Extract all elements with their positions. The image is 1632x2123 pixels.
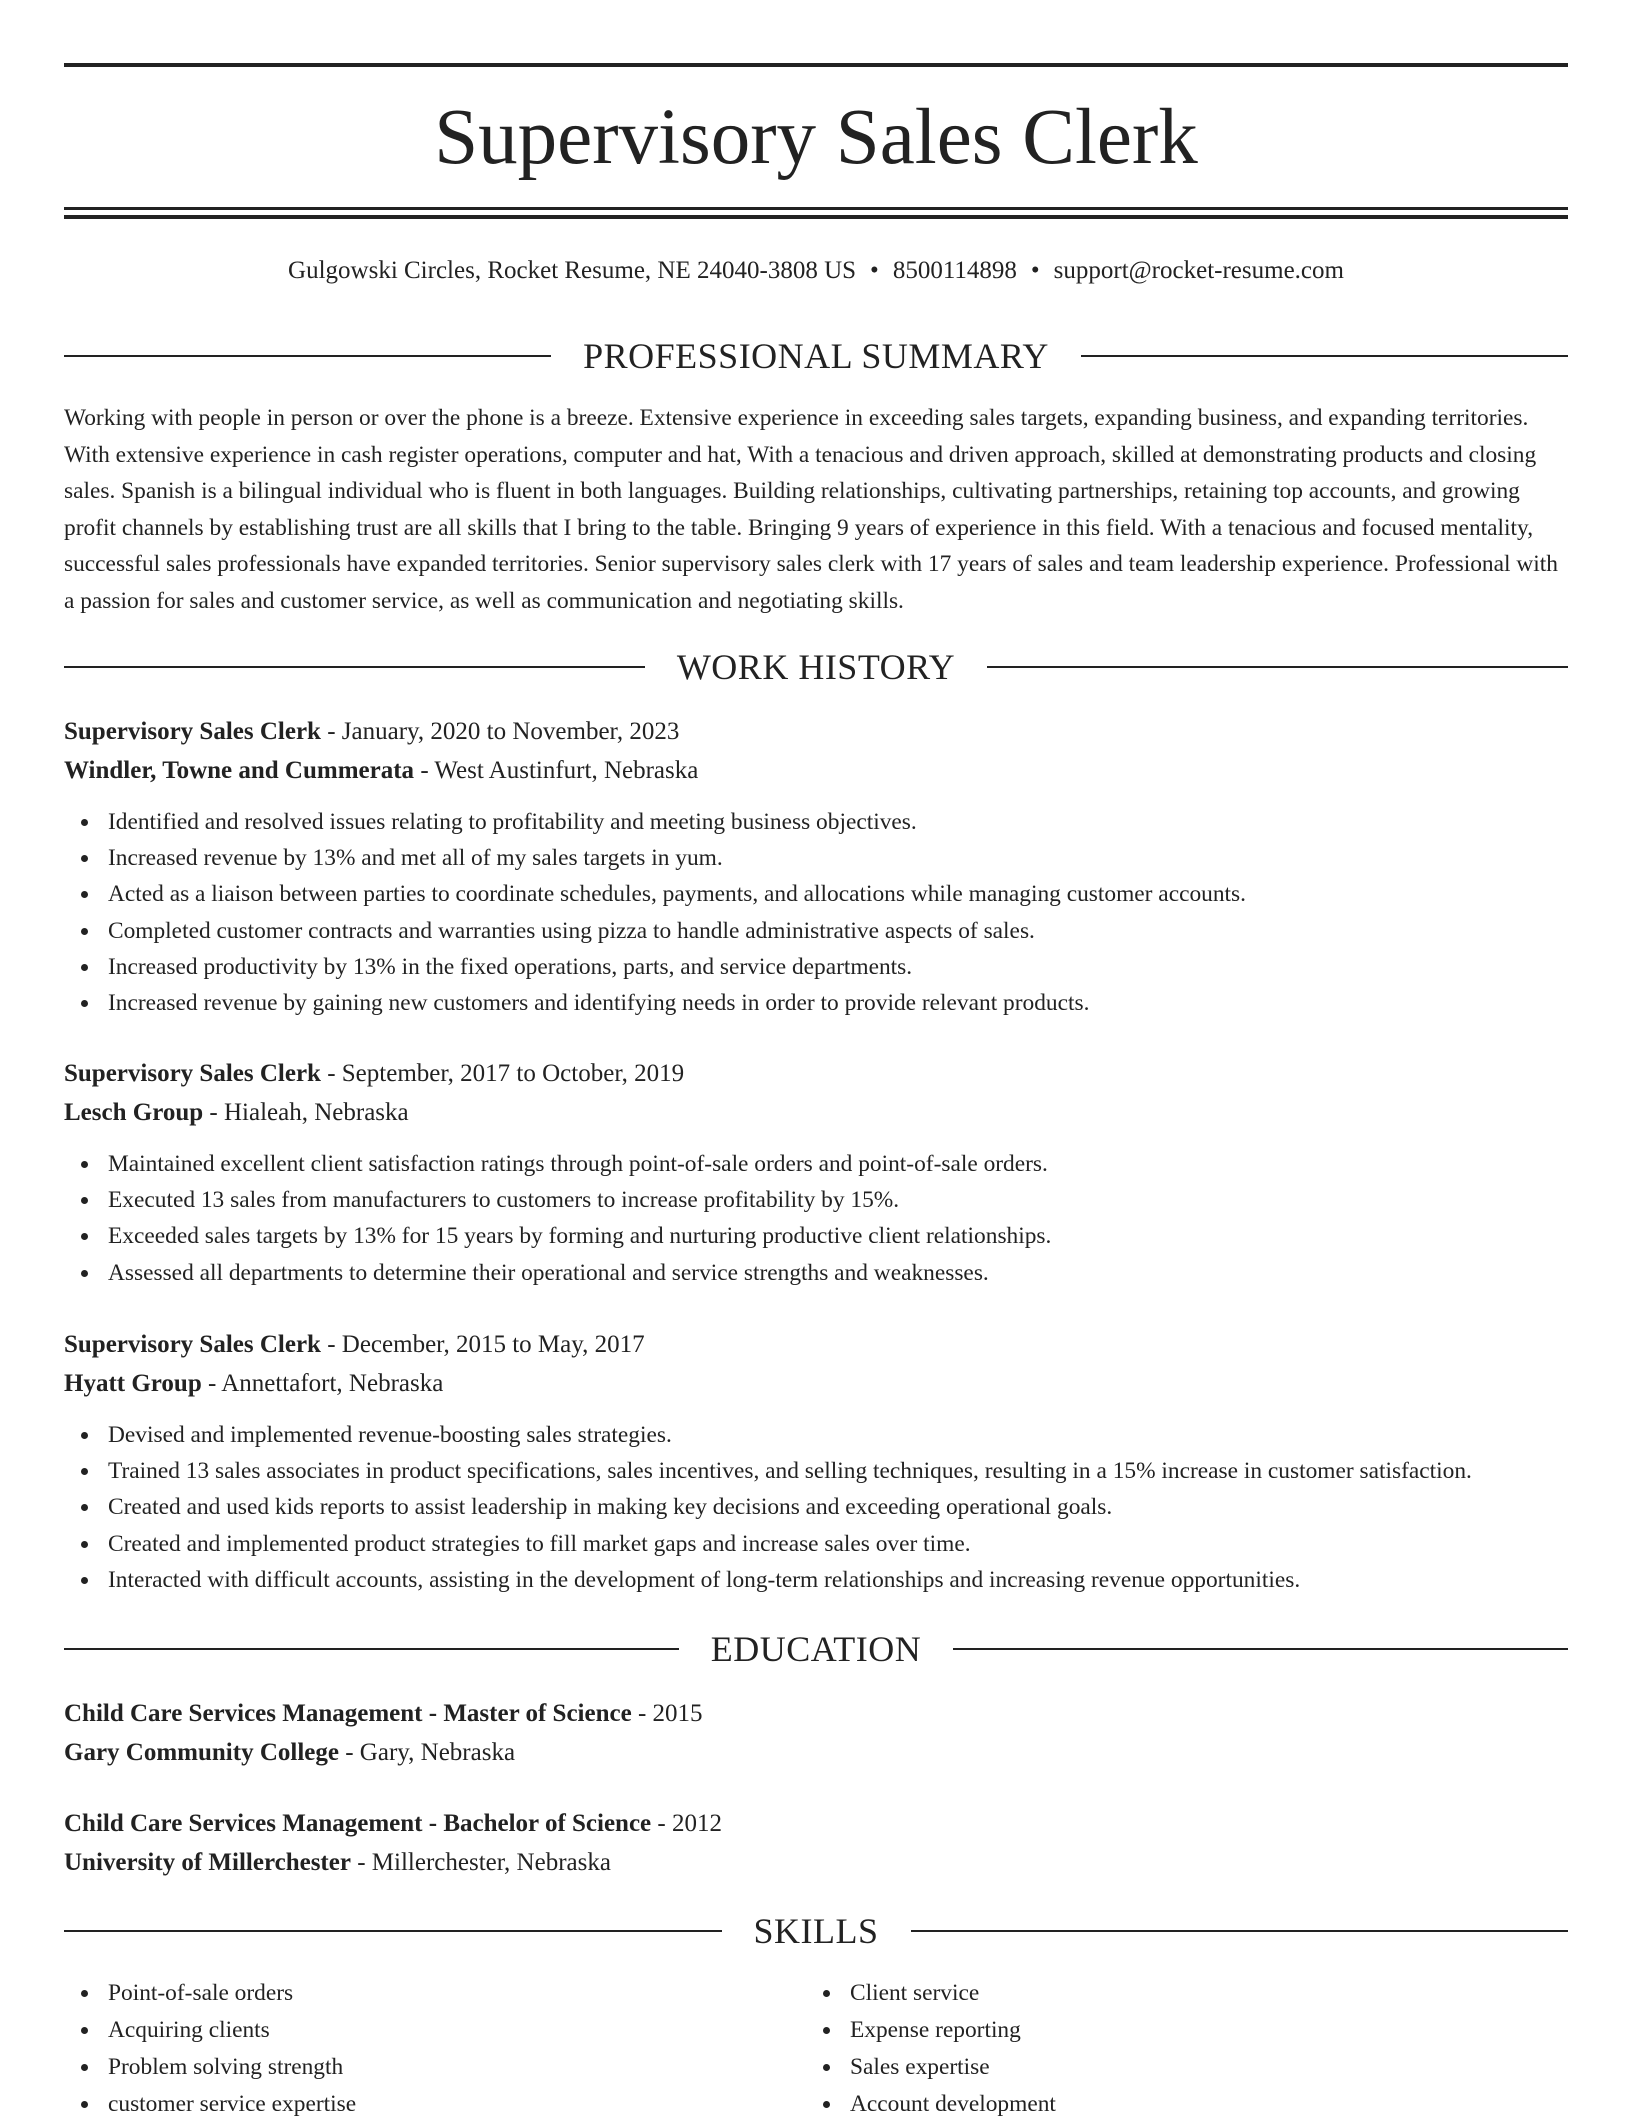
contact-address: Gulgowski Circles, Rocket Resume, NE 24040-3808 US: [288, 257, 857, 284]
top-rule: [64, 63, 1568, 67]
job-dates: - January, 2020 to November, 2023: [320, 718, 680, 745]
skills-column-left: [64, 1975, 764, 2123]
section-heading-skills: [64, 1907, 1568, 1955]
skill-item: Expense reporting: [806, 2012, 1506, 2049]
heading-rule-right: [911, 1930, 1569, 1932]
degree-name: Child Care Services Management - Master of Science: [64, 1700, 632, 1727]
list-item: Created and used kids reports to assist leadership in making key decisions and exceeding operational goals.: [64, 1489, 1568, 1525]
contact-email: support@rocket-resume.com: [1053, 257, 1344, 284]
job-bullets: [64, 1146, 1568, 1291]
job-company-line: [64, 751, 1568, 790]
heading-rule-right: [953, 1648, 1568, 1650]
contact-separator: •: [1030, 257, 1040, 284]
job-entry: [64, 1054, 1568, 1291]
heading-rule-left: [64, 666, 645, 668]
education-entry: [64, 1804, 1568, 1882]
section-title: WORK HISTORY: [676, 647, 956, 687]
degree-line: [64, 1804, 1568, 1843]
job-bullets: [64, 804, 1568, 1021]
job-entry: [64, 712, 1568, 1021]
list-item: Completed customer contracts and warranties using pizza to handle administrative aspects of sales.: [64, 913, 1568, 949]
list-item: Identified and resolved issues relating to profitability and meeting business objectives.: [64, 804, 1568, 840]
list-item: Executed 13 sales from manufacturers to customers to increase profitability by 15%.: [64, 1182, 1568, 1218]
school-location: - Millerchester, Nebraska: [350, 1849, 611, 1876]
resume-name: Supervisory Sales Clerk: [434, 94, 1198, 181]
school-name: University of Millerchester: [64, 1849, 351, 1876]
contact-phone: 8500114898: [892, 257, 1017, 284]
school-line: [64, 1843, 1568, 1882]
job-company: Lesch Group: [64, 1099, 204, 1126]
education-entry: [64, 1694, 1568, 1772]
skills-list: [64, 1975, 764, 2123]
job-company: Windler, Towne and Cummerata: [64, 757, 415, 784]
section-heading-work: [64, 643, 1568, 691]
section-title: PROFESSIONAL SUMMARY: [583, 336, 1049, 376]
job-dates: - December, 2015 to May, 2017: [320, 1331, 645, 1358]
job-title: Supervisory Sales Clerk: [64, 1060, 321, 1087]
job-company-line: [64, 1364, 1568, 1403]
job-company: Hyatt Group: [64, 1370, 202, 1397]
list-item: Increased revenue by gaining new customers and identifying needs in order to provide relevant products.: [64, 985, 1568, 1021]
contact-separator: •: [870, 257, 879, 284]
job-location: - Hialeah, Nebraska: [203, 1099, 409, 1126]
job-location: - Annettafort, Nebraska: [201, 1370, 444, 1397]
heading-rule-left: [64, 1930, 722, 1932]
list-item: Maintained excellent client satisfaction ratings through point-of-sale orders and point-of-sale orders.: [64, 1146, 1568, 1182]
job-title: Supervisory Sales Clerk: [64, 718, 321, 745]
skills-list: [806, 1975, 1506, 2123]
name-rule-upper: [64, 207, 1568, 210]
heading-rule-left: [64, 1648, 679, 1650]
job-title-line: [64, 712, 1568, 751]
skill-item: Acquiring clients: [64, 2012, 764, 2049]
job-entry: [64, 1325, 1568, 1598]
list-item: Exceeded sales targets by 13% for 15 years by forming and nurturing productive client relationships.: [64, 1218, 1568, 1254]
list-item: Interacted with difficult accounts, assisting in the development of long-term relationships and increasing revenue opportunities.: [64, 1562, 1568, 1598]
skill-item: Client service: [806, 1975, 1506, 2012]
section-heading-summary: [64, 332, 1568, 380]
job-dates: - September, 2017 to October, 2019: [320, 1060, 685, 1087]
list-item: Created and implemented product strategies to fill market gaps and increase sales over time.: [64, 1526, 1568, 1562]
job-company-line: [64, 1093, 1568, 1132]
job-title: Supervisory Sales Clerk: [64, 1331, 321, 1358]
contact-line: [64, 252, 1568, 290]
summary-text: Working with people in person or over the phone is a breeze. Extensive experience in exceeding sales targets, expanding business, and expanding territories. With extensive experience in cash register operations, computer and hat, With a tenacious and driven approach, skilled at demonstrating products and closing sales. Spanish is a bilingual individual who is fluent in both languages. Building relationships, cultivating partnerships, retaining top accounts, and growing profit channels by establishing trust are all skills that I bring to the table. Bringing 9 years of experience in this field. With a tenacious and focused mentality, successful sales professionals have expanded territories. Senior supervisory sales clerk with 17 years of sales and team leadership experience. Professional with a passion for sales and customer service, as well as communication and negotiating skills.: [64, 405, 1558, 614]
section-title: EDUCATION: [710, 1629, 922, 1669]
name-rule-lower: [64, 215, 1568, 219]
degree-line: [64, 1694, 1568, 1733]
list-item: Trained 13 sales associates in product specifications, sales incentives, and selling techniques, resulting in a 15% increase in customer satisfaction.: [64, 1453, 1568, 1489]
job-title-line: [64, 1325, 1568, 1364]
skill-item: Problem solving strength: [64, 2049, 764, 2086]
skills-column-right: [806, 1975, 1506, 2123]
heading-rule-left: [64, 355, 551, 357]
heading-rule-right: [1081, 355, 1568, 357]
list-item: Increased productivity by 13% in the fixed operations, parts, and service departments.: [64, 949, 1568, 985]
section-title: SKILLS: [753, 1911, 879, 1951]
job-bullets: [64, 1417, 1568, 1598]
list-item: Devised and implemented revenue-boosting sales strategies.: [64, 1417, 1568, 1453]
skill-item: Point-of-sale orders: [64, 1975, 764, 2012]
skill-item: Sales expertise: [806, 2049, 1506, 2086]
school-line: [64, 1733, 1568, 1772]
school-name: Gary Community College: [64, 1739, 339, 1766]
degree-year: - 2015: [631, 1700, 703, 1727]
heading-rule-right: [987, 666, 1568, 668]
degree-year: - 2012: [651, 1810, 722, 1837]
section-heading-education: [64, 1625, 1568, 1673]
list-item: Increased revenue by 13% and met all of my sales targets in yum.: [64, 840, 1568, 876]
job-location: - West Austinfurt, Nebraska: [414, 757, 699, 784]
skill-item: customer service expertise: [64, 2086, 764, 2123]
list-item: Assessed all departments to determine their operational and service strengths and weaknesses.: [64, 1255, 1568, 1291]
school-location: - Gary, Nebraska: [338, 1739, 516, 1766]
degree-name: Child Care Services Management - Bachelor of Science: [64, 1810, 652, 1837]
skill-item: Account development: [806, 2086, 1506, 2123]
job-title-line: [64, 1054, 1568, 1093]
list-item: Acted as a liaison between parties to coordinate schedules, payments, and allocations while managing customer accounts.: [64, 876, 1568, 912]
